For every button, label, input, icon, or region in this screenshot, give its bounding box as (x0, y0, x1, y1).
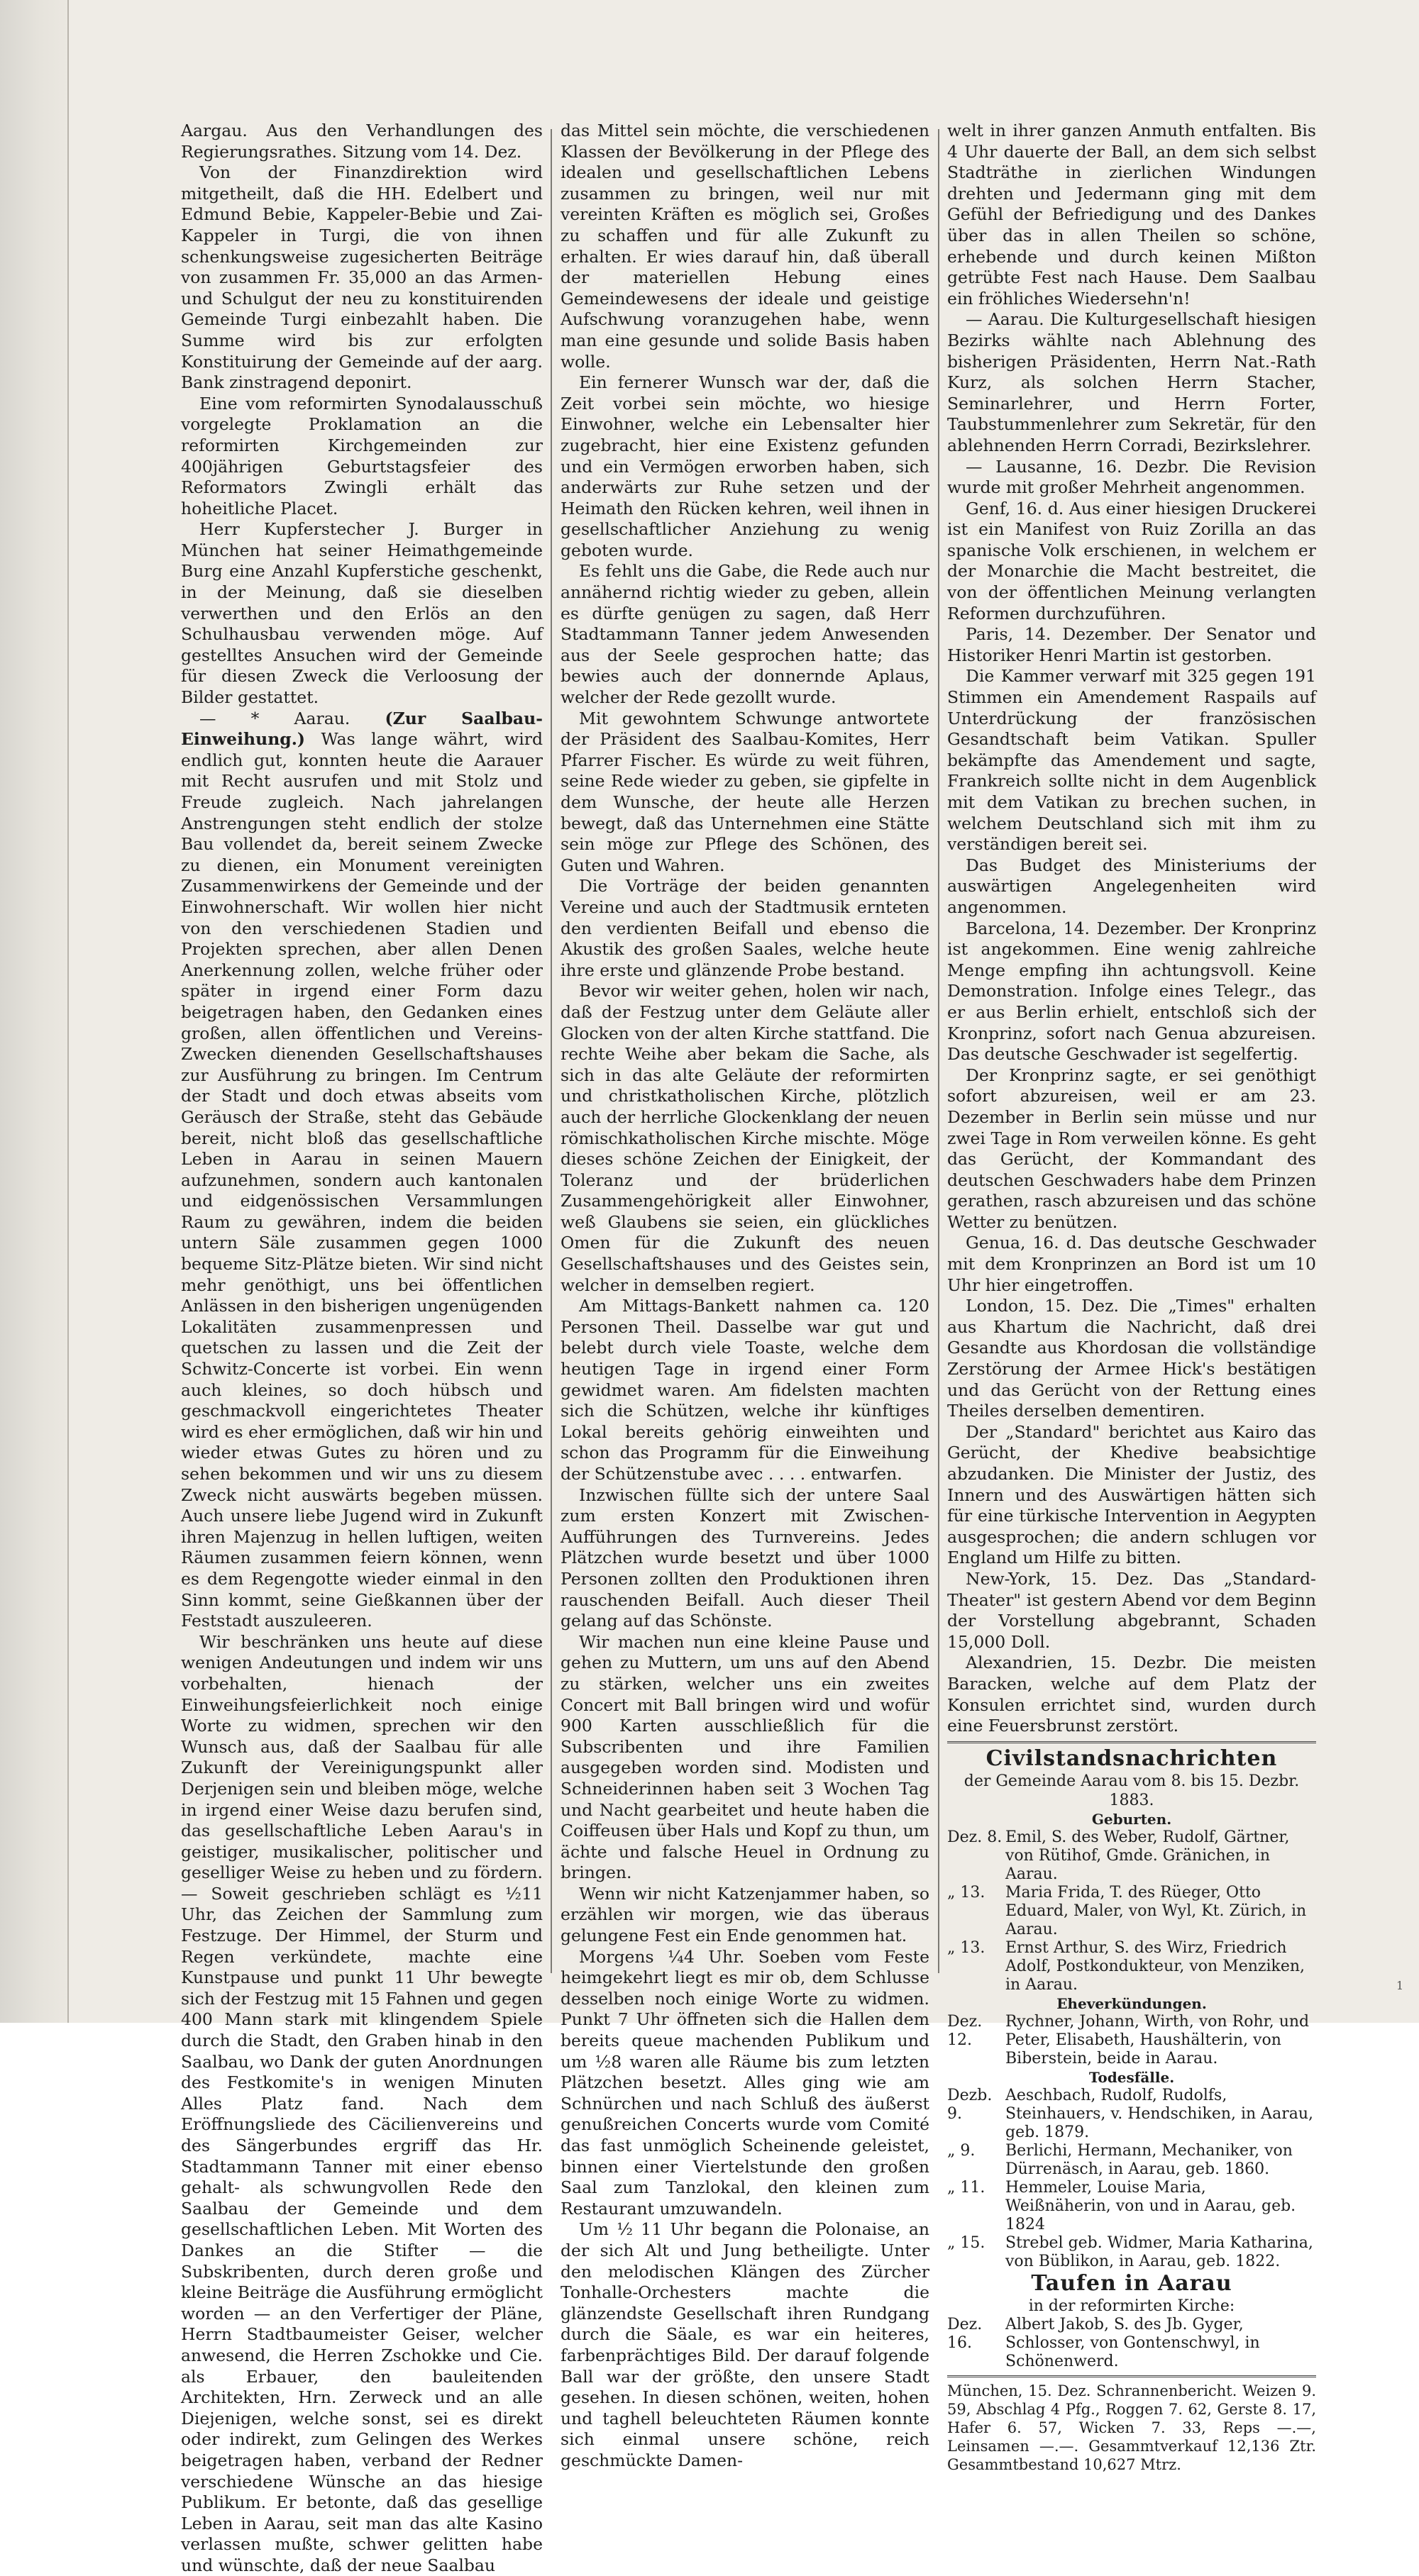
entry-date: Dezb. 9. (947, 2086, 993, 2123)
article-paragraph: Bevor wir weiter gehen, holen wir nach, daß der Festzug unter dem Geläute aller Glocken von der alten Kirche stattfand. Die rechte Weihe aber bekam die Sache, als sich in das alte Geläute der reformirten und christkatholischen Kirche, plötzlich auch der herrliche Glockenklang der neuen römischkatholischen Kirche mischte. Möge dieses schöne Zeichen der Einigkeit, der Toleranz und der brüderlichen Zusammengehörigkeit aller Einwohner, weß Glaubens sie seien, ein glückliches Omen für die Zukunft des neuen Gesellschaftshauses und des Geistes sein, welcher in demselben regiert. (561, 981, 929, 1295)
entry-text: Rychner, Johann, Wirth, von Rohr, und Peter, Elisabeth, Haushälterin, von Biberstein, beide in Aarau. (1005, 2012, 1310, 2067)
entry-date: „ 13. (947, 1883, 985, 1902)
news-item: Barcelona, 14. Dezember. Der Kronprinz ist angekommen. Eine wenig zahlreiche Menge empfing ihn achtungsvoll. Keine Demonstration. Infolge eines Telegr., das er aus Berlin erhielt, entschloß sich der Kronprinz, sofort nach Genua abzureisen. Das deutsche Geschwader ist segelfertig. (947, 918, 1316, 1065)
article-paragraph: Mit gewohntem Schwunge antwortete der Präsident des Saalbau-Komites, Herr Pfarrer Fischer. Es würde zu weit führen, seine Rede wieder zu geben, sie gipfelte in dem Wunsche, der heute alle Herzen bewegt, daß das Unternehmen eine Stätte sein möge zur Pflege des Schönen, des Guten und Wahren. (561, 708, 929, 875)
news-item: Das Budget des Ministeriums der auswärtigen Angelegenheiten wird angenommen. (947, 855, 1316, 917)
registry-entry (947, 2234, 1316, 2271)
article-paragraph: Am Mittags-Bankett nahmen ca. 120 Personen Theil. Dasselbe war gut und belebt durch viele Toaste, welche dem heutigen Tage in irgend einer Form gewidmet waren. Am fidelsten machten sich die Schützen, welche ihr künftiges Lokal bereits gehörig einweihten und schon das Programm für die Einweihung der Schützenstube avec . . . . entwarfen. (561, 1296, 929, 1484)
births-heading: Geburten. (1091, 1810, 1172, 1828)
article-paragraph: Um ½ 11 Uhr begann die Polonaise, an der sich Alt und Jung betheiligte. Unter den melodischen Klängen des Zürcher Tonhalle-Orchesters machte die glänzendste Gesellschaft ihren Rundgang durch die Säale, es war ein heiteres, farbenprächtiges Bild. Der darauf folgende Ball war der größte, den unsere Stadt gesehen. In diesen schönen, weiten, hohen und taghell beleuchteten Räumen konnte sich einmal unsere schöne, reich geschmückte Damen- (561, 2219, 929, 2470)
article-paragraph: Wir machen nun eine kleine Pause und gehen zu Muttern, um uns auf den Abend zu stärken, welcher uns ein zweites Concert mit Ball bringen wird und wofür 900 Karten ausschließlich für die Subscribenten und ihre Familien ausgegeben worden sind. Modisten und Schneiderinnen haben seit 3 Wochen Tag und Nacht gearbeitet und heute haben die Coiffeusen über Hals und Kopf zu thun, um ächte und falsche Heuel in Ordnung zu bringen. (561, 1631, 929, 1883)
registry-entry (947, 2179, 1316, 2234)
news-item: Genua, 16. d. Das deutsche Geschwader mit dem Kronprinzen an Bord ist um 10 Uhr hier eingetroffen. (947, 1233, 1316, 1295)
entry-date: „ 13. (947, 1938, 985, 1957)
news-item: — Aarau. Die Kulturgesellschaft hiesigen Bezirks wählte nach Ablehnung des bisherigen Präsidenten, Herrn Nat.-Rath Kurz, als solchen Herrn Stacher, Seminarlehrer, und Herrn Forter, Taubstummenlehrer zum Sekretär, für den ablehnenden Herrn Corradi, Bezirkslehrer. (947, 309, 1316, 455)
registry-entry (947, 2013, 1316, 2068)
news-item: Der Kronprinz sagte, er sei genöthigt sofort abzureisen, weil er am 23. Dezember in Berlin sein müsse und nur zwei Tage in Rom verweilen könne. Es geht das Gerücht, der Kommandant des deutschen Geschwaders habe dem Prinzen gerathen, rasch abzureisen und das schöne Wetter zu benützen. (947, 1065, 1316, 1232)
article-aargau-heading: Aargau. Aus den Verhandlungen des Regierungsrathes. Sitzung vom 14. Dez. (181, 121, 543, 162)
page-binding-edge (0, 0, 69, 2023)
entry-date: „ 15. (947, 2233, 985, 2252)
article-paragraph: Morgens ¼4 Uhr. Soeben vom Feste heimgekehrt liegt es mir ob, dem Schlusse desselben noch einige Worte zu widmen. Punkt 7 Uhr öffneten sich die Hallen dem bereits queue machenden Publikum und um ½8 waren alle Räume bis zum letzten Plätzchen besetzt. Alles ging wie am Schnürchen und nach Schluß des äußerst genußreichen Concerts wurde vom Comité das fast unmöglich Scheinende geleistet, binnen einer Viertelstunde den großen Saal zum Tanzlokal, den kleinen zum Restaurant umzuwandeln. (561, 1946, 929, 2219)
entry-date: „ 9. (947, 2141, 976, 2160)
entry-date: „ 11. (947, 2178, 985, 2197)
news-item: — Lausanne, 16. Dezbr. Die Revision wurde mit großer Mehrheit angenommen. (947, 456, 1316, 498)
news-item: Alexandrien, 15. Dezbr. Die meisten Baracken, welche auf dem Platz der Konsulen errichtet sind, wurden durch eine Feuersbrunst zerstört. (947, 1653, 1316, 1736)
column-2 (561, 121, 929, 2470)
column-rule-2 (938, 129, 939, 1973)
civil-registry-title: Civilstandsnachrichten (985, 1745, 1278, 1771)
news-item: Paris, 14. Dezember. Der Senator und Historiker Henri Martin ist gestorben. (947, 624, 1316, 665)
column-1 (181, 121, 543, 2575)
entry-date: Dez. 8. (947, 1828, 1003, 1846)
market-report: München, 15. Dez. Schrannenbericht. Weizen 9. 59, Abschlag 4 Pfg., Roggen 7. 62, Gerste 8. 17, Hafer 6. 57, Wicken 7. 33, Reps —.—, Leinsamen —.—. Gesammtverkauf 12,136 Ztr. Gesammtbestand 10,627 Mtrz. (947, 2382, 1316, 2473)
column-rule-1 (551, 129, 552, 1973)
news-item: Der „Standard" berichtet aus Kairo das Gerücht, der Khedive beabsichtige abzudanken. Die Minister der Justiz, des Innern und des Auswärtigen hätten sich für eine türkische Intervention in Aegypten ausgesprochen; die andern schlugen vor England um Hilfe zu bitten. (947, 1421, 1316, 1568)
page-number: 1 (1396, 1979, 1404, 1992)
article-paragraph: Von der Finanzdirektion wird mitgetheilt, daß die HH. Edelbert und Edmund Bebie, Kappeler-Bebie und Zai-Kappeler in Turgi, die von ihnen schenkungsweise zugesicherten Beiträge von zusammen Fr. 35,000 an das Armen- und Schulgut der neu zu konstituirenden Gemeinde Turgi einbezahlt haben. Die Summe wird bis zur erfolgten Konstituirung der Gemeinde auf der aarg. Bank zinstragend deponirt. (181, 162, 543, 393)
news-item: London, 15. Dez. Die „Times" erhalten aus Khartum die Nachricht, daß drei Gesandte aus Khordosan die vollständige Zerstörung der Armee Hick's bestätigen und das Gerücht von der Rettung eines Theiles derselben dementiren. (947, 1296, 1316, 1421)
article-headline: (Zur Saalbau-Einweihung.) (181, 708, 543, 750)
civil-registry-subtitle: der Gemeinde Aarau vom 8. bis 15. Dezbr. 1883. (964, 1772, 1300, 1809)
article-body: Was lange währt, wird endlich gut, konnten heute die Aarauer mit Recht ausrufen und mit Stolz und Freude zugleich. Nach jahrelangen Anstrengungen steht endlich der stolze Bau vollendet da, bereit seinem Zwecke zu dienen, ein Monument vereinigten Zusammenwirkens der Gemeinde und der Einwohnerschaft. Wir wollen hier nicht von den verschiedenen Stadien und Projekten sprechen, aber allen Denen Anerkennung zollen, welche früher oder später in irgend einer Form dazu beigetragen haben, den Gedanken eines großen, allen öffentlichen und Vereins-Zwecken dienenden Gesellschaftshauses zur Ausführung zu bringen. Im Centrum der Stadt und doch etwas abseits vom Geräusch der Straße, steht das Gebäude bereit, nicht bloß das gesellschaftliche Leben in Aarau in seinen Mauern aufzunehmen, sondern auch kantonalen und eidgenössischen Versammlungen Raum zu gewähren, indem die beiden untern Säle zusammen gegen 1000 bequeme Sitz-Plätze bieten. Wir sind nicht mehr genöthigt, uns bei öffentlichen Anlässen in den bisherigen ungenügenden Lokalitäten zusammenpressen und quetschen zu lassen und die Zeit der Schwitz-Concerte ist vorbei. Ein wenn auch kleines, so doch hübsch und geschmackvoll eingerichtetes Theater wird es eher ermöglichen, daß wir hin und wieder etwas Gutes zu hören und zu sehen bekommen und wir uns zu diesem Zweck nicht auswärts begeben müssen. Auch unsere liebe Jugend wird in Zukunft ihren Majenzug in hellen luftigen, weiten Räumen zusammen feiern können, wenn es dem Regengotte wieder einmal in den Sinn kommt, seine Gießkannen über der Feststadt auszuleeren. (181, 729, 543, 1631)
entry-text: Emil, S. des Weber, Rudolf, Gärtner, von Rütihof, Gmde. Gränichen, in Aarau. (1005, 1828, 1290, 1883)
registry-entry (947, 1828, 1316, 1884)
news-item: New-York, 15. Dez. Das „Standard-Theater" ist gestern Abend vor dem Beginn der Vorstellung abgebrannt, Schaden 15,000 Doll. (947, 1568, 1316, 1652)
news-item: Die Kammer verwarf mit 325 gegen 191 Stimmen ein Amendement Raspails auf Unterdrückung der französischen Gesandtschaft beim Vatikan. Spuller bekämpfte das Amendement und sagte, Frankreich sollte nicht in dem Augenblick mit dem Vatikan zu brechen suchen, in welchem Deutschland sich mit ihm zu verständigen bereit sei. (947, 666, 1316, 855)
article-paragraph: Inzwischen füllte sich der untere Saal zum ersten Konzert mit Zwischen-Aufführungen des Turnvereins. Jedes Plätzchen wurde besetzt und über 1000 Personen zollten den Produktionen ihren rauschenden Beifall. Auch dieser Theil gelang auf das Schönste. (561, 1484, 929, 1631)
article-paragraph: Eine vom reformirten Synodalausschuß vorgelegte Proklamation an die reformirten Kirchgemeinden zur 400jährigen Geburtstagsfeier des Reformators Zwingli erhält das hoheitliche Placet. (181, 393, 543, 518)
registry-entry (947, 2142, 1316, 2179)
registry-entry (947, 1884, 1316, 1939)
entry-text: Maria Frida, T. des Rüeger, Otto Eduard, Maler, von Wyl, Kt. Zürich, in Aarau. (1005, 1883, 1307, 1938)
entry-text: Aeschbach, Rudolf, Rudolfs, Steinhauers, v. Hendschiken, in Aarau, geb. 1879. (1005, 2086, 1313, 2141)
article-paragraph: welt in ihrer ganzen Anmuth entfalten. Bis 4 Uhr dauerte der Ball, an dem sich selbst Stadträthe in zierlichen Windungen drehten und Jedermann ging mit dem Gefühl der Befriedigung und des Dankes über das in allen Theilen so schöne, erhebende und durch keinen Mißton getrübte Fest nach Hause. Dem Saalbau ein fröhliches Wiedersehn'n! (947, 121, 1316, 309)
entry-date: Dez. 12. (947, 2012, 983, 2049)
baptisms-subtitle: in der reformirten Kirche: (1028, 2297, 1235, 2315)
article-paragraph: Es fehlt uns die Gabe, die Rede auch nur annähernd richtig wieder zu geben, allein es dürfte genügen zu sagen, daß Herr Stadtammann Tanner jedem Anwesenden aus der Seele gesprochen hatte; das bewies auch der donnernde Aplaus, welcher der Rede gezollt wurde. (561, 561, 929, 708)
registry-entry (947, 2316, 1316, 2371)
article-paragraph: Die Vorträge der beiden genannten Vereine und auch der Stadtmusik ernteten den verdienten Beifall und ebenso die Akustik des großen Saales, welche heute ihre erste und glänzende Probe bestand. (561, 876, 929, 980)
column-3 (947, 121, 1316, 2473)
deaths-heading: Todesfälle. (1088, 2068, 1175, 2086)
registry-entry (947, 1939, 1316, 1994)
article-paragraph: das Mittel sein möchte, die verschiedenen Klassen der Bevölkerung in der Pflege des idealen und gesellschaftlichen Lebens zusammen zu bringen, weil nur mit vereinten Kräften es möglich sei, Großes zu schaffen und für alle Zukunft zu erhalten. Er wies darauf hin, daß überall der materiellen Hebung eines Gemeindewesens der ideale und geistige Aufschwung voranzugehen habe, wenn man eine gesunde und solide Basis haben wolle. (561, 121, 929, 372)
entry-text: Berlichi, Hermann, Mechaniker, von Dürrenäsch, in Aarau, geb. 1860. (1005, 2141, 1293, 2178)
article-saalbau (181, 709, 543, 1632)
dateline: — * Aarau. (199, 708, 385, 728)
section-divider (947, 2375, 1316, 2377)
registry-entry (947, 2087, 1316, 2142)
news-item: Genf, 16. d. Aus einer hiesigen Druckerei ist ein Manifest von Ruiz Zorilla an das spanische Volk erschienen, in welchem er der Monarchie die Macht bestreitet, die von der öffentlichen Meinung verlangten Reformen durchzuführen. (947, 498, 1316, 623)
article-paragraph: Herr Kupferstecher J. Burger in München hat seiner Heimathgemeinde Burg eine Anzahl Kupferstiche geschenkt, in der Meinung, daß sie dieselben verwerthen und den Erlös an den Schulhausbau verwenden möge. Auf gestelltes Ansuchen wird der Gemeinde für diesen Zweck die Verloosung der Bilder gestattet. (181, 519, 543, 708)
baptisms-title: Taufen in Aarau (1031, 2270, 1232, 2296)
entry-date: Dez. 16. (947, 2315, 983, 2352)
entry-text: Strebel geb. Widmer, Maria Katharina, von Büblikon, in Aarau, geb. 1822. (1005, 2233, 1313, 2270)
section-divider (947, 1741, 1316, 1743)
entry-text: Ernst Arthur, S. des Wirz, Friedrich Adolf, Postkondukteur, von Menziken, in Aarau. (1005, 1938, 1305, 1994)
article-paragraph: Wenn wir nicht Katzenjammer haben, so erzählen wir morgen, wie das überaus gelungene Fest ein Ende genommen hat. (561, 1883, 929, 1946)
marriages-heading: Eheverkündungen. (1056, 1994, 1207, 2012)
entry-text: Albert Jakob, S. des Jb. Gyger, Schlosser, von Gontenschwyl, in Schönenwerd. (1005, 2315, 1260, 2370)
entry-text: Hemmeler, Louise Maria, Weißnäherin, von und in Aarau, geb. 1824 (1005, 2178, 1296, 2233)
article-paragraph: Ein fernerer Wunsch war der, daß die Zeit vorbei sein möchte, wo hiesige Einwohner, welche ein Lebensalter hier zugebracht, hier eine Existenz gefunden und ein Vermögen erworben haben, sich anderwärts zur Ruhe setzen und der Heimath den Rücken kehren, weil ihnen in gesellschaftlicher Anziehung zu wenig geboten wurde. (561, 372, 929, 560)
article-paragraph: Wir beschränken uns heute auf diese wenigen Andeutungen und indem wir uns vorbehalten, hienach der Einweihungsfeierlichkeit noch einige Worte zu widmen, sprechen wir den Wunsch aus, daß der Saalbau für alle Zukunft der Vereinigungspunkt aller Derjenigen sein und bleiben möge, welche in irgend einer Weise dazu berufen sind, das gesellschaftliche Leben Aarau's in geistiger, musikalischer, politischer und geselliger Weise zu heben und zu fördern. — Soweit geschrieben schlägt es ½11 Uhr, das Zeichen der Sammlung zum Festzuge. Der Himmel, der Sturm und Regen verkündete, machte eine Kunstpause und punkt 11 Uhr bewegte sich der Festzug mit 15 Fahnen und gegen 400 Mann stark mit klingendem Spiele durch die Stadt, den Graben hinab in den Saalbau, wo Dank der guten Anordnungen des Festkomite's in wenigen Minuten Alles Platz fand. Nach dem Eröffnungsliede des Cäcilienvereins und des Sängerbundes ergriff das Hr. Stadtammann Tanner mit einer ebenso gehalt- als schwungvollen Rede den Saalbau der Gemeinde und dem gesellschaftlichen Leben. Mit Worten des Dankes an die Stifter — die Subskribenten, durch deren große und kleine Beiträge die Ausführung ermöglicht worden — an den Verfertiger der Pläne, Herrn Stadtbaumeister Geiser, welcher anwesend, die Herren Zschokke und Cie. als Erbauer, den bauleitenden Architekten, Hrn. Zerweck und an alle Diejenigen, welche sonst, sei es direkt oder indirekt, zum Gelingen des Werkes beigetragen haben, verband der Redner verschiedene Wünsche an das hiesige Publikum. Er betonte, daß das gesellige Leben in Aarau, seit man das alte Kasino verlassen mußte, schwer gelitten habe und wünschte, daß der neue Saalbau (181, 1631, 543, 2575)
